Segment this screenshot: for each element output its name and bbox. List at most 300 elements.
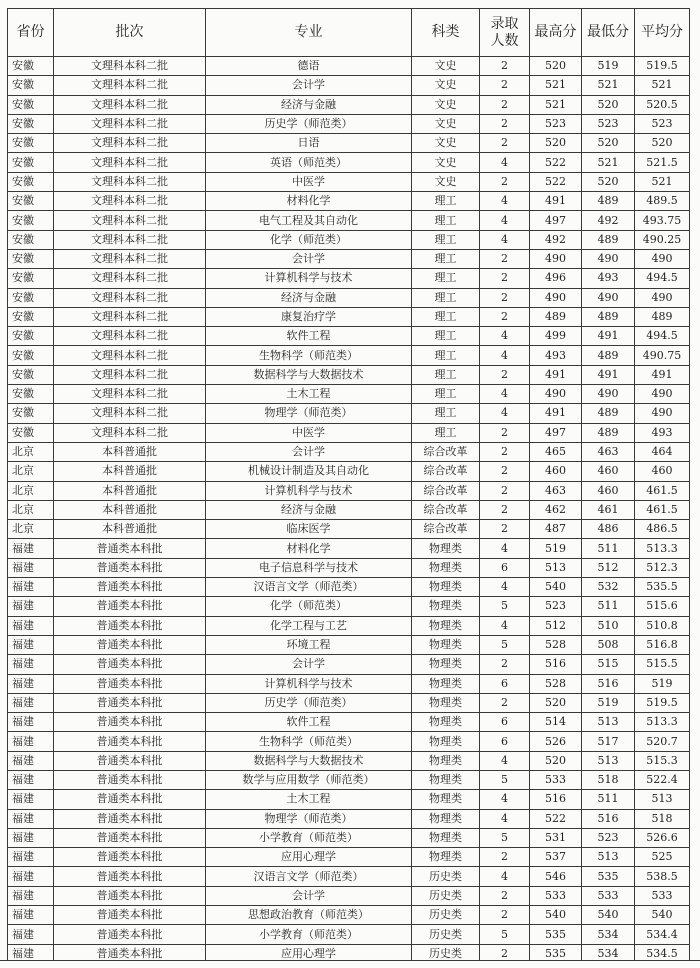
cell-batch: 普通类本科批: [54, 809, 206, 828]
cell-province: 福建: [8, 886, 54, 905]
cell-min-score: 533: [582, 886, 635, 905]
cell-max-score: 546: [530, 867, 582, 886]
cell-major: 生物科学（师范类）: [206, 346, 412, 365]
cell-major: 计算机科学与技术: [206, 674, 412, 693]
cell-max-score: 463: [530, 481, 582, 500]
cell-min-score: 534: [582, 925, 635, 944]
cell-province: 福建: [8, 616, 54, 635]
table-row: [8, 655, 690, 674]
cell-admitted-count: 4: [480, 327, 530, 346]
cell-category: 理工: [412, 404, 480, 423]
cell-admitted-count: 2: [480, 249, 530, 268]
cell-admitted-count: 2: [480, 442, 530, 461]
cell-category: 文史: [412, 134, 480, 153]
cell-major: 历史学（师范类）: [206, 693, 412, 712]
table-row: [8, 578, 690, 597]
table-row: [8, 423, 690, 442]
cell-category: 历史类: [412, 906, 480, 925]
cell-admitted-count: 4: [480, 809, 530, 828]
table-row: [8, 462, 690, 481]
cell-province: 福建: [8, 597, 54, 616]
cell-batch: 文理科本科二批: [54, 385, 206, 404]
cell-max-score: 513: [530, 558, 582, 577]
cell-category: 物理类: [412, 693, 480, 712]
cell-max-score: 519: [530, 539, 582, 558]
cell-min-score: 512: [582, 558, 635, 577]
cell-min-score: 486: [582, 520, 635, 539]
cell-min-score: 513: [582, 848, 635, 867]
cell-batch: 普通类本科批: [54, 867, 206, 886]
table-row: [8, 597, 690, 616]
cell-province: 福建: [8, 828, 54, 847]
cell-admitted-count: 4: [480, 346, 530, 365]
cell-province: 安徽: [8, 404, 54, 423]
cell-province: 安徽: [8, 365, 54, 384]
cell-admitted-count: 5: [480, 770, 530, 789]
cell-max-score: 533: [530, 770, 582, 789]
cell-major: 中医学: [206, 423, 412, 442]
table-row: [8, 539, 690, 558]
cell-province: 北京: [8, 442, 54, 461]
cell-avg-score: 520.7: [635, 732, 690, 751]
cell-avg-score: 519.5: [635, 693, 690, 712]
cell-admitted-count: 5: [480, 635, 530, 654]
cell-max-score: 523: [530, 597, 582, 616]
cell-max-score: 492: [530, 230, 582, 249]
header-admitted-count-text: 录取人数: [490, 15, 519, 49]
cell-avg-score: 534.5: [635, 944, 690, 963]
cell-max-score: 465: [530, 442, 582, 461]
cell-min-score: 492: [582, 211, 635, 230]
cell-max-score: 520: [530, 134, 582, 153]
cell-major: 经济与金融: [206, 500, 412, 519]
cell-category: 物理类: [412, 616, 480, 635]
cell-batch: 文理科本科二批: [54, 423, 206, 442]
cell-admitted-count: 2: [480, 500, 530, 519]
cell-min-score: 516: [582, 674, 635, 693]
cell-province: 安徽: [8, 327, 54, 346]
cell-batch: 普通类本科批: [54, 635, 206, 654]
cell-batch: 文理科本科二批: [54, 134, 206, 153]
cell-category: 文史: [412, 172, 480, 191]
cell-avg-score: 515.5: [635, 655, 690, 674]
cell-major: 经济与金融: [206, 288, 412, 307]
cell-batch: 本科普通批: [54, 481, 206, 500]
cell-avg-score: 523: [635, 114, 690, 133]
cell-batch: 文理科本科二批: [54, 288, 206, 307]
cell-admitted-count: 4: [480, 616, 530, 635]
cell-major: 电气工程及其自动化: [206, 211, 412, 230]
cell-min-score: 513: [582, 713, 635, 732]
cell-max-score: 528: [530, 635, 582, 654]
cell-avg-score: 521.5: [635, 153, 690, 172]
cell-major: 化学（师范类）: [206, 597, 412, 616]
cell-province: 福建: [8, 713, 54, 732]
cell-max-score: 491: [530, 404, 582, 423]
cell-avg-score: 518: [635, 809, 690, 828]
cell-batch: 文理科本科二批: [54, 153, 206, 172]
cell-min-score: 540: [582, 906, 635, 925]
cell-avg-score: 494.5: [635, 327, 690, 346]
cell-category: 文史: [412, 114, 480, 133]
cell-admitted-count: 5: [480, 597, 530, 616]
cell-category: 物理类: [412, 751, 480, 770]
cell-admitted-count: 2: [480, 365, 530, 384]
cell-min-score: 520: [582, 172, 635, 191]
cell-avg-score: 489.5: [635, 192, 690, 211]
cell-category: 物理类: [412, 655, 480, 674]
cell-batch: 文理科本科二批: [54, 211, 206, 230]
cell-major: 计算机科学与技术: [206, 481, 412, 500]
table-row: [8, 770, 690, 789]
cell-avg-score: 493.75: [635, 211, 690, 230]
cell-category: 物理类: [412, 790, 480, 809]
cell-admitted-count: 6: [480, 732, 530, 751]
cell-province: 安徽: [8, 249, 54, 268]
cell-province: 福建: [8, 751, 54, 770]
cell-avg-score: 525: [635, 848, 690, 867]
cell-batch: 本科普通批: [54, 520, 206, 539]
cell-province: 安徽: [8, 153, 54, 172]
cell-admitted-count: 4: [480, 790, 530, 809]
cell-min-score: 523: [582, 828, 635, 847]
cell-batch: 普通类本科批: [54, 597, 206, 616]
cell-admitted-count: 4: [480, 751, 530, 770]
cell-category: 理工: [412, 423, 480, 442]
cell-max-score: 514: [530, 713, 582, 732]
cell-avg-score: 513.3: [635, 539, 690, 558]
cell-admitted-count: 2: [480, 655, 530, 674]
cell-major: 康复治疗学: [206, 307, 412, 326]
table-row: [8, 925, 690, 944]
cell-avg-score: 490: [635, 249, 690, 268]
table-row: [8, 751, 690, 770]
cell-major: 环境工程: [206, 635, 412, 654]
cell-major: 小学教育（师范类）: [206, 828, 412, 847]
cell-admitted-count: 5: [480, 828, 530, 847]
cell-min-score: 489: [582, 423, 635, 442]
table-row: [8, 57, 690, 76]
cell-province: 安徽: [8, 307, 54, 326]
cell-batch: 文理科本科二批: [54, 95, 206, 114]
cell-avg-score: 461.5: [635, 481, 690, 500]
table-row: [8, 172, 690, 191]
cell-batch: 普通类本科批: [54, 655, 206, 674]
cell-province: 福建: [8, 693, 54, 712]
cell-batch: 普通类本科批: [54, 886, 206, 905]
cell-max-score: 489: [530, 307, 582, 326]
cell-batch: 文理科本科二批: [54, 249, 206, 268]
cell-min-score: 463: [582, 442, 635, 461]
cell-major: 计算机科学与技术: [206, 269, 412, 288]
table-row: [8, 828, 690, 847]
table-row: [8, 635, 690, 654]
cell-major: 机械设计制造及其自动化: [206, 462, 412, 481]
cell-province: 福建: [8, 578, 54, 597]
cell-batch: 文理科本科二批: [54, 307, 206, 326]
cell-major: 会计学: [206, 442, 412, 461]
cell-min-score: 489: [582, 307, 635, 326]
cell-avg-score: 464: [635, 442, 690, 461]
cell-category: 文史: [412, 153, 480, 172]
table-row: [8, 230, 690, 249]
cell-avg-score: 513: [635, 790, 690, 809]
cell-major: 软件工程: [206, 713, 412, 732]
cell-batch: 文理科本科二批: [54, 269, 206, 288]
table-row: [8, 558, 690, 577]
table-row: [8, 269, 690, 288]
cell-avg-score: 521: [635, 172, 690, 191]
cell-avg-score: 490: [635, 288, 690, 307]
cell-admitted-count: 2: [480, 481, 530, 500]
cell-province: 福建: [8, 674, 54, 693]
header-batch: 批次: [54, 9, 206, 57]
cell-batch: 普通类本科批: [54, 944, 206, 963]
cell-batch: 文理科本科二批: [54, 404, 206, 423]
cell-max-score: 490: [530, 249, 582, 268]
cell-batch: 普通类本科批: [54, 732, 206, 751]
cell-admitted-count: 4: [480, 230, 530, 249]
cell-min-score: 490: [582, 288, 635, 307]
cell-batch: 普通类本科批: [54, 828, 206, 847]
cell-category: 物理类: [412, 713, 480, 732]
cell-province: 安徽: [8, 288, 54, 307]
cell-min-score: 491: [582, 365, 635, 384]
cell-major: 临床医学: [206, 520, 412, 539]
cell-admitted-count: 2: [480, 76, 530, 95]
cropped-title-strip: [0, 0, 700, 8]
cell-province: 安徽: [8, 230, 54, 249]
cell-province: 福建: [8, 732, 54, 751]
cell-max-score: 499: [530, 327, 582, 346]
cell-province: 北京: [8, 520, 54, 539]
table-row: [8, 674, 690, 693]
cell-category: 物理类: [412, 732, 480, 751]
cell-batch: 普通类本科批: [54, 790, 206, 809]
cell-batch: 文理科本科二批: [54, 172, 206, 191]
cell-admitted-count: 4: [480, 385, 530, 404]
cell-major: 生物科学（师范类）: [206, 732, 412, 751]
cell-avg-score: 490.75: [635, 346, 690, 365]
cell-province: 安徽: [8, 423, 54, 442]
table-row: [8, 693, 690, 712]
cell-batch: 普通类本科批: [54, 616, 206, 635]
cell-admitted-count: 4: [480, 404, 530, 423]
cell-avg-score: 491: [635, 365, 690, 384]
table-row: [8, 327, 690, 346]
cell-admitted-count: 2: [480, 57, 530, 76]
cell-batch: 普通类本科批: [54, 674, 206, 693]
cell-major: 会计学: [206, 886, 412, 905]
cell-admitted-count: 6: [480, 674, 530, 693]
cell-batch: 普通类本科批: [54, 925, 206, 944]
cell-major: 思想政治教育（师范类）: [206, 906, 412, 925]
header-admitted-count: [480, 9, 530, 57]
cell-province: 安徽: [8, 172, 54, 191]
cell-category: 物理类: [412, 578, 480, 597]
cell-category: 物理类: [412, 674, 480, 693]
cell-major: 汉语言文学（师范类）: [206, 867, 412, 886]
cell-category: 理工: [412, 307, 480, 326]
cell-avg-score: 490: [635, 385, 690, 404]
cell-admitted-count: 6: [480, 558, 530, 577]
cell-province: 福建: [8, 809, 54, 828]
cell-province: 安徽: [8, 346, 54, 365]
cell-province: 福建: [8, 558, 54, 577]
cell-admitted-count: 2: [480, 172, 530, 191]
table-row: [8, 500, 690, 519]
cell-min-score: 489: [582, 346, 635, 365]
table-row: [8, 713, 690, 732]
cell-batch: 普通类本科批: [54, 539, 206, 558]
cell-max-score: 531: [530, 828, 582, 847]
cell-category: 理工: [412, 269, 480, 288]
cell-avg-score: 510.8: [635, 616, 690, 635]
cell-batch: 文理科本科二批: [54, 114, 206, 133]
cell-province: 福建: [8, 635, 54, 654]
table-row: [8, 520, 690, 539]
cell-major: 数据科学与大数据技术: [206, 365, 412, 384]
cell-max-score: 533: [530, 886, 582, 905]
cell-batch: 本科普通批: [54, 500, 206, 519]
cell-min-score: 521: [582, 76, 635, 95]
cell-major: 土木工程: [206, 790, 412, 809]
cell-major: 数学与应用数学（师范类）: [206, 770, 412, 789]
cell-min-score: 532: [582, 578, 635, 597]
cell-admitted-count: 2: [480, 693, 530, 712]
cell-min-score: 460: [582, 481, 635, 500]
cell-major: 物理学（师范类）: [206, 809, 412, 828]
table-row: [8, 346, 690, 365]
cell-category: 物理类: [412, 597, 480, 616]
cell-province: 北京: [8, 481, 54, 500]
cell-min-score: 516: [582, 809, 635, 828]
cell-min-score: 511: [582, 597, 635, 616]
cell-major: 材料化学: [206, 539, 412, 558]
cell-province: 北京: [8, 462, 54, 481]
cell-max-score: 521: [530, 76, 582, 95]
cell-category: 历史类: [412, 925, 480, 944]
table-row: [8, 76, 690, 95]
cell-min-score: 513: [582, 751, 635, 770]
header-category: 科类: [412, 9, 480, 57]
cell-min-score: 518: [582, 770, 635, 789]
cell-category: 理工: [412, 211, 480, 230]
cell-province: 福建: [8, 867, 54, 886]
cell-max-score: 512: [530, 616, 582, 635]
cell-province: 安徽: [8, 134, 54, 153]
cell-admitted-count: 4: [480, 192, 530, 211]
cell-admitted-count: 2: [480, 462, 530, 481]
cell-admitted-count: 2: [480, 423, 530, 442]
cell-batch: 文理科本科二批: [54, 57, 206, 76]
cell-max-score: 528: [530, 674, 582, 693]
cell-category: 文史: [412, 76, 480, 95]
table-row: [8, 385, 690, 404]
cell-max-score: 520: [530, 751, 582, 770]
cell-avg-score: 535.5: [635, 578, 690, 597]
cell-major: 软件工程: [206, 327, 412, 346]
cell-category: 理工: [412, 249, 480, 268]
cell-max-score: 490: [530, 385, 582, 404]
cell-category: 综合改革: [412, 462, 480, 481]
table-row: [8, 481, 690, 500]
cell-admitted-count: 2: [480, 95, 530, 114]
cell-max-score: 521: [530, 95, 582, 114]
cell-category: 理工: [412, 346, 480, 365]
cell-province: 福建: [8, 906, 54, 925]
table-row: [8, 211, 690, 230]
cell-major: 土木工程: [206, 385, 412, 404]
table-body: [8, 57, 690, 964]
table-row: [8, 95, 690, 114]
cell-min-score: 490: [582, 385, 635, 404]
cell-major: 物理学（师范类）: [206, 404, 412, 423]
cell-batch: 普通类本科批: [54, 906, 206, 925]
cell-min-score: 491: [582, 327, 635, 346]
cell-batch: 普通类本科批: [54, 693, 206, 712]
cell-province: 福建: [8, 790, 54, 809]
table-row: [8, 906, 690, 925]
cell-category: 历史类: [412, 867, 480, 886]
cell-min-score: 519: [582, 693, 635, 712]
cell-max-score: 490: [530, 288, 582, 307]
table-row: [8, 249, 690, 268]
cell-admitted-count: 2: [480, 520, 530, 539]
cell-category: 综合改革: [412, 442, 480, 461]
table-row: [8, 616, 690, 635]
cell-max-score: 497: [530, 423, 582, 442]
cell-category: 理工: [412, 230, 480, 249]
table-header-row: [8, 9, 690, 57]
cell-batch: 文理科本科二批: [54, 76, 206, 95]
cell-province: 安徽: [8, 76, 54, 95]
cell-province: 安徽: [8, 95, 54, 114]
cell-batch: 文理科本科二批: [54, 230, 206, 249]
cell-avg-score: 534.4: [635, 925, 690, 944]
cell-max-score: 462: [530, 500, 582, 519]
cell-admitted-count: 4: [480, 867, 530, 886]
cell-major: 中医学: [206, 172, 412, 191]
cell-avg-score: 513.3: [635, 713, 690, 732]
table-row: [8, 192, 690, 211]
cell-category: 历史类: [412, 944, 480, 963]
header-major: 专业: [206, 9, 412, 57]
cell-avg-score: 460: [635, 462, 690, 481]
cell-avg-score: 486.5: [635, 520, 690, 539]
cell-max-score: 535: [530, 925, 582, 944]
cell-province: 福建: [8, 655, 54, 674]
cell-avg-score: 461.5: [635, 500, 690, 519]
cell-batch: 本科普通批: [54, 462, 206, 481]
cell-min-score: 493: [582, 269, 635, 288]
table-row: [8, 790, 690, 809]
cell-min-score: 511: [582, 539, 635, 558]
cell-admitted-count: 6: [480, 713, 530, 732]
cell-admitted-count: 4: [480, 211, 530, 230]
cell-province: 安徽: [8, 192, 54, 211]
table-row: [8, 134, 690, 153]
cell-min-score: 508: [582, 635, 635, 654]
cell-province: 福建: [8, 925, 54, 944]
cell-category: 综合改革: [412, 481, 480, 500]
cell-min-score: 489: [582, 192, 635, 211]
cell-batch: 普通类本科批: [54, 578, 206, 597]
cell-category: 物理类: [412, 558, 480, 577]
cell-category: 文史: [412, 95, 480, 114]
cell-max-score: 540: [530, 578, 582, 597]
cell-avg-score: 540: [635, 906, 690, 925]
